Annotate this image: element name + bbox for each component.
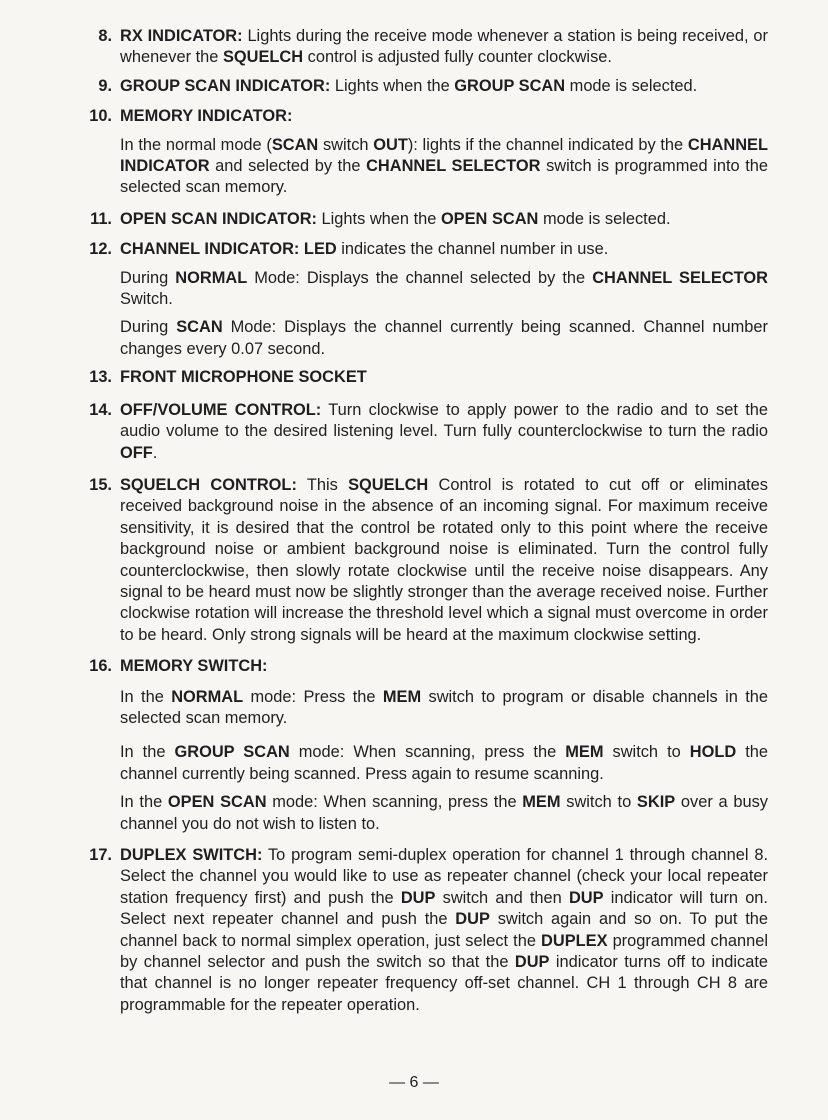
bold-term: NORMAL	[175, 268, 248, 287]
body-text: mode is selected.	[565, 76, 698, 95]
list-item	[78, 239, 768, 360]
item-paragraph	[120, 656, 768, 677]
body-text: Switch.	[120, 290, 173, 309]
body-text: indicator will turn on. Select next repeater channel and push the	[120, 888, 768, 929]
list-item	[78, 400, 768, 464]
bold-term: SQUELCH	[222, 48, 304, 67]
bold-term: SQUELCH CONTROL:	[120, 475, 297, 494]
item-number: 10.	[89, 107, 112, 126]
list-item	[78, 106, 768, 199]
bold-term: MEM	[565, 743, 604, 762]
bold-term: CHANNEL SELECTOR	[366, 157, 541, 176]
body-text: ): lights if the channel indicated by the	[407, 135, 688, 154]
bold-term: DUPLEX	[541, 931, 608, 950]
list-item	[78, 26, 768, 69]
item-number: 12.	[89, 240, 112, 259]
item-paragraph	[120, 239, 768, 260]
bold-term: MEMORY SWITCH:	[120, 657, 268, 676]
body-text: switch	[318, 135, 374, 154]
body-text: mode: When scanning, press the	[266, 793, 523, 812]
bold-term: NORMAL	[171, 687, 244, 706]
list-item	[78, 656, 768, 835]
item-paragraph	[120, 687, 768, 730]
bold-term: DUP	[514, 953, 550, 972]
body-text: Control is rotated to cut off or eliminates received background noise in the absence of an incoming signal. For maximum receive sensitivity, it is desired that the control be rotated only to this point where the receive background noise or ambient background noise is eliminated. Turn the control fully counterclockwise, then slowly rotate clockwise until the receive noise disappears. Any signal to be heard must now be slightly stronger than the average received noise. Further clockwise rotation will increase the threshold level which a signal must overcome in order to be heard. Only strong signals will be heard at the maximum clockwise setting.	[120, 475, 768, 644]
body-text: over a busy channel you do not wish to listen to.	[120, 793, 768, 833]
body-text: indicates the channel number in use.	[336, 240, 609, 259]
bold-term: DUPLEX SWITCH:	[120, 846, 263, 864]
bold-term: OPEN SCAN	[167, 793, 267, 812]
body-text: switch again and so on. To put the channel back to normal simplex operation, just select the	[120, 910, 768, 950]
item-number: 13.	[89, 368, 112, 387]
body-text: This	[296, 475, 349, 494]
body-text: To program semi-duplex operation for channel 1 through channel 8. Select the channel you would like to use as repeater channel (check your local repeater station frequency first) and push the	[120, 846, 768, 907]
bold-term: SQUELCH	[348, 475, 429, 494]
body-text: mode is selected.	[538, 209, 671, 228]
indicator-list	[78, 26, 768, 1016]
bold-term: MEMORY INDICATOR:	[120, 107, 293, 126]
body-text: During	[120, 268, 176, 287]
bold-term: GROUP SCAN INDICATOR:	[120, 76, 331, 95]
bold-term: OPEN SCAN	[440, 209, 539, 228]
bold-term: OPEN SCAN INDICATOR:	[120, 209, 317, 228]
body-text: Lights during the receive mode whenever a station is being received, or whenever the	[120, 27, 768, 67]
body-text: Turn clockwise to apply power to the radio and to set the audio volume to the desired listening level. Turn fully counterclockwise to turn the radio	[120, 400, 768, 441]
bold-term: OUT	[373, 135, 408, 154]
item-paragraph	[120, 268, 768, 311]
bold-term: CHANNEL INDICATOR	[120, 135, 768, 176]
item-paragraph	[120, 367, 768, 388]
body-text: In the normal mode (	[120, 135, 272, 154]
bold-term: RX INDICATOR:	[120, 27, 243, 45]
body-text: During	[120, 318, 177, 337]
bold-term: DUP	[400, 888, 436, 907]
item-number: 17.	[89, 846, 112, 864]
item-number: 9.	[98, 76, 112, 95]
item-paragraph	[120, 475, 768, 646]
item-number: 8.	[98, 27, 112, 45]
item-paragraph	[120, 317, 768, 360]
body-text: In the	[120, 687, 172, 706]
bold-term: GROUP SCAN	[454, 76, 566, 95]
item-paragraph	[120, 845, 768, 1016]
item-number: 11.	[90, 209, 112, 228]
bold-term: MEM	[522, 793, 561, 812]
bold-term: DUP	[568, 888, 604, 907]
body-text: and selected by the	[209, 157, 367, 176]
bold-term: FRONT MICROPHONE SOCKET	[120, 368, 367, 387]
bold-term: SCAN	[271, 135, 319, 154]
item-paragraph	[120, 792, 768, 835]
item-paragraph	[120, 135, 768, 199]
body-text: switch to program or disable channels in the selected scan memory.	[120, 687, 769, 727]
body-text: switch to	[560, 793, 637, 812]
bold-term: SKIP	[636, 793, 676, 812]
bold-term: CHANNEL SELECTOR	[592, 268, 768, 287]
body-text: Lights when the	[317, 209, 441, 228]
item-paragraph	[120, 742, 768, 785]
list-item	[78, 209, 768, 230]
item-paragraph	[120, 209, 768, 230]
body-text: In the	[120, 743, 175, 762]
body-text: switch and then	[435, 888, 569, 907]
body-text: Lights when the	[330, 76, 455, 95]
body-text: the channel currently being scanned. Press again to resume scanning.	[120, 743, 769, 783]
body-text: switch is programmed into the selected scan memory.	[120, 157, 768, 197]
bold-term: SCAN	[176, 318, 223, 337]
item-number: 16.	[89, 657, 112, 676]
bold-term: OFF	[120, 443, 153, 462]
list-item	[78, 845, 768, 1016]
body-text: Mode: Displays the channel selected by the	[247, 268, 593, 287]
body-text: In the	[120, 793, 168, 812]
page-number: — 6 —	[389, 1074, 439, 1091]
body-text: mode: Press the	[243, 687, 383, 706]
bold-term: HOLD	[689, 743, 737, 762]
list-item	[78, 76, 768, 97]
list-item	[78, 475, 768, 646]
body-text: control is adjusted fully counter clockwise.	[303, 48, 612, 67]
bold-term: CHANNEL INDICATOR: LED	[120, 240, 337, 259]
item-number: 14.	[89, 400, 112, 419]
bold-term: GROUP SCAN	[174, 743, 290, 762]
body-text: switch to	[603, 743, 690, 762]
body-text: Mode: Displays the channel currently being scanned. Channel number changes every 0.07 second.	[120, 318, 768, 358]
body-text: programmed channel by channel selector and push the switch so that the	[120, 931, 768, 972]
item-paragraph	[120, 400, 768, 464]
body-text: .	[152, 443, 158, 462]
item-paragraph	[120, 76, 768, 97]
list-item	[78, 367, 768, 388]
item-number: 15.	[89, 475, 112, 494]
body-text: indicator turns off to indicate that channel is no longer repeater frequency off-set channel. CH 1 through CH 8 are programmable for the repeater operation.	[120, 953, 768, 1014]
body-text: mode: When scanning, press the	[289, 743, 566, 762]
item-paragraph	[120, 26, 768, 69]
bold-term: MEM	[382, 687, 422, 706]
bold-term: DUP	[455, 910, 490, 929]
bold-term: OFF/VOLUME CONTROL:	[120, 400, 322, 419]
item-paragraph	[120, 106, 768, 127]
